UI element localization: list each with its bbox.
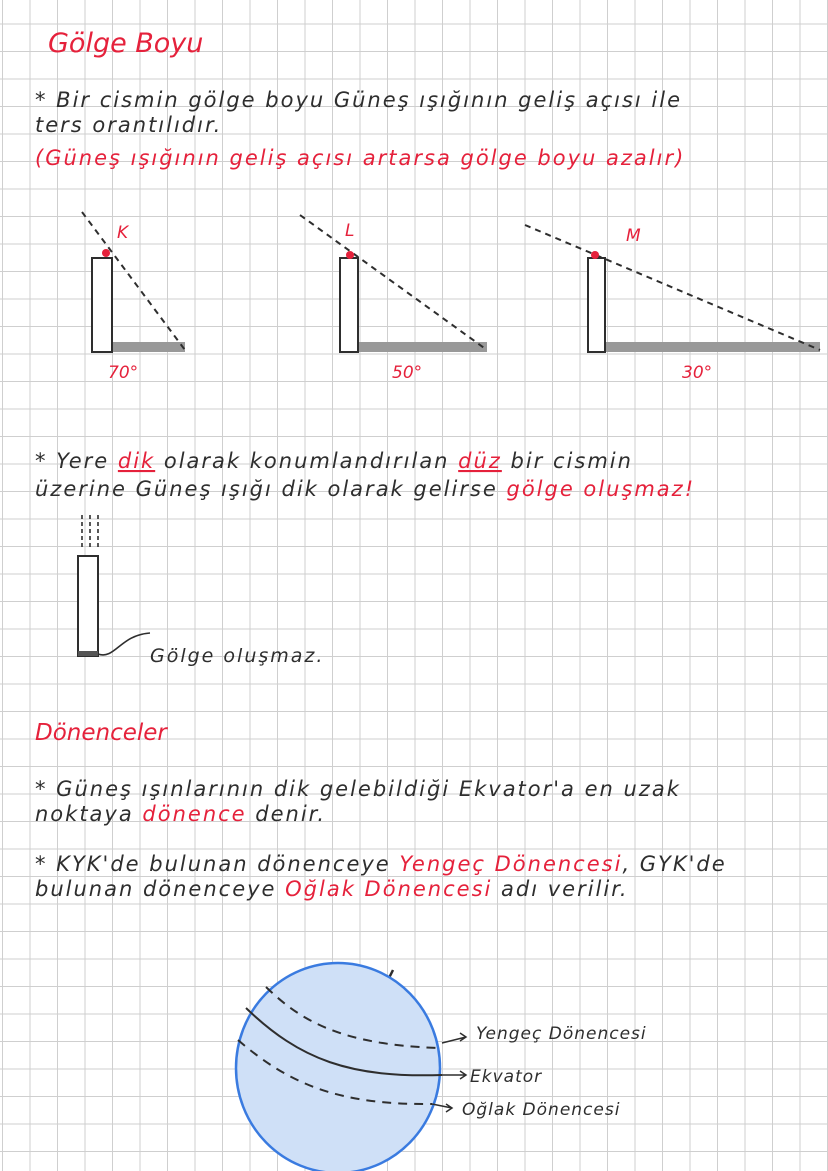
no-shadow-label: Gölge oluşmaz. — [150, 645, 325, 667]
diagram-k — [82, 212, 185, 352]
text-line: * Yere dik olarak konumlandırılan düz bir cismin — [35, 449, 633, 473]
text-line: * KYK'de bulunan dönenceye Yengeç Dönencesi, GYK'de — [35, 852, 727, 876]
sun-point — [102, 249, 110, 257]
globe-diagram — [236, 963, 466, 1171]
diagram-l — [300, 215, 487, 352]
label-m: M — [626, 226, 641, 246]
perpendicular-diagram — [78, 515, 150, 656]
shadow — [112, 342, 185, 352]
text-line: noktaya dönence denir. — [35, 802, 327, 826]
angle-30: 30° — [682, 363, 713, 383]
angle-70: 70° — [108, 363, 139, 383]
label-ekvator: Ekvator — [470, 1067, 543, 1087]
diagram-m — [525, 225, 820, 352]
label-yengec: Yengeç Dönencesi — [476, 1024, 647, 1044]
text-line: * Bir cismin gölge boyu Güneş ışığının geliş açısı ile — [35, 88, 683, 112]
text-line: * Güneş ışınlarının dik gelebildiği Ekvator'a en uzak — [35, 777, 681, 801]
label-k: K — [117, 223, 129, 243]
globe — [236, 963, 440, 1171]
title-donenceler: Dönenceler — [35, 720, 167, 746]
text-line: üzerine Güneş ışığı dik olarak gelirse gölge oluşmaz! — [35, 477, 696, 501]
text-line: ters orantılıdır. — [35, 113, 223, 137]
angle-50: 50° — [392, 363, 423, 383]
arrow-icon — [442, 1033, 466, 1043]
label-l: L — [345, 221, 355, 241]
label-oglak: Oğlak Dönencesi — [462, 1100, 621, 1120]
text-line: bulunan dönenceye Oğlak Dönencesi adı verilir. — [35, 877, 629, 901]
red-note: (Güneş ışığının geliş açısı artarsa gölge boyu azalır) — [35, 146, 686, 170]
title-golge-boyu: Gölge Boyu — [48, 28, 204, 59]
arrow-icon — [442, 1071, 466, 1079]
arrow-icon — [432, 1104, 452, 1112]
